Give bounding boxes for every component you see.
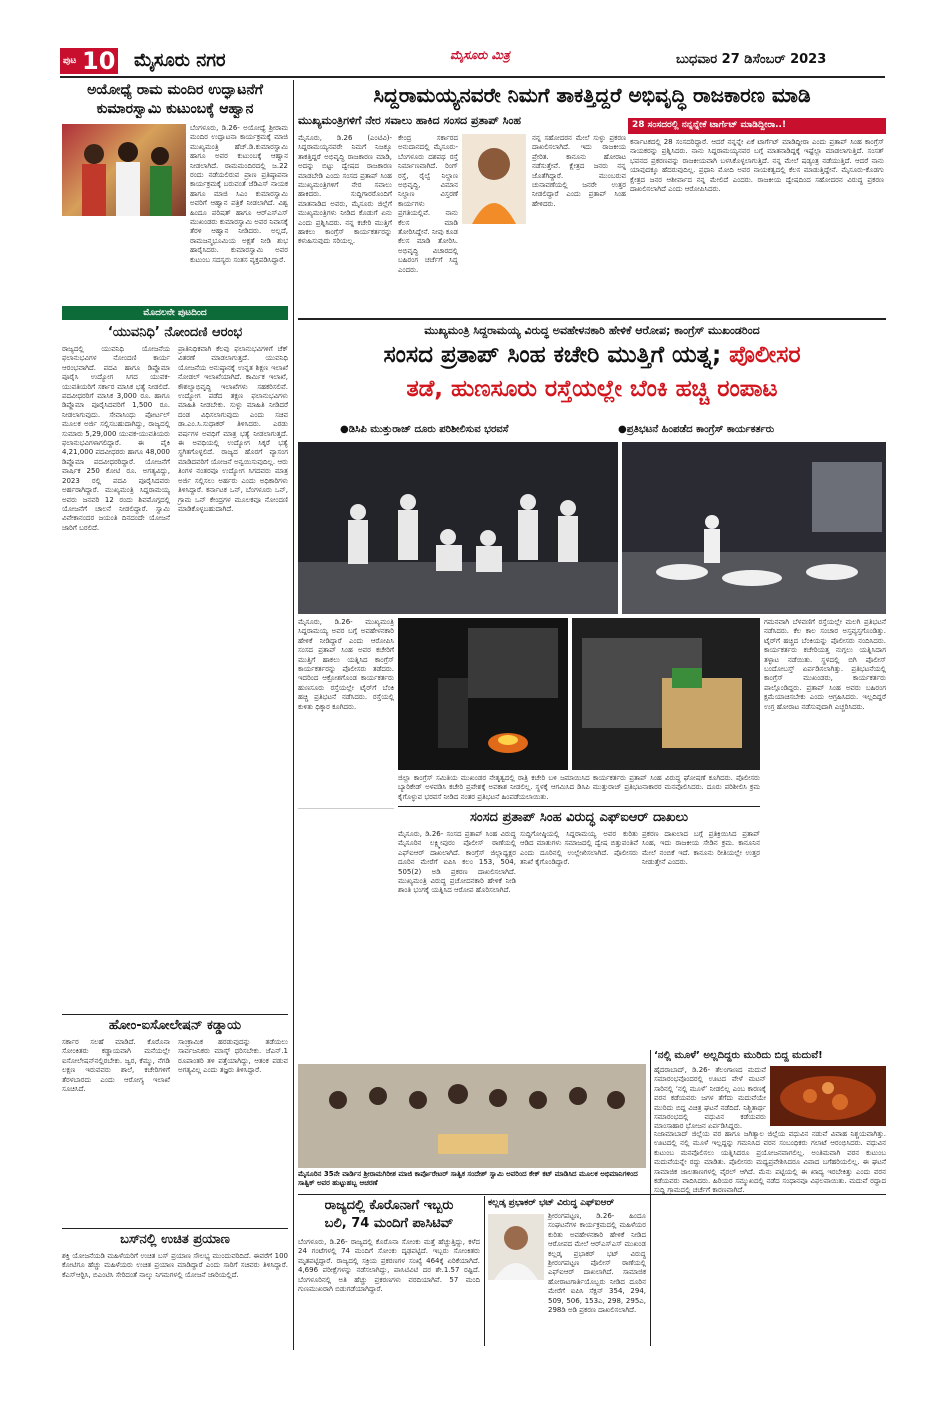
meat-body-1: ಹೈದರಾಬಾದ್, ಡಿ.26- ತೆಲಂಗಾಣದ ಮದುವೆ ಸಮಾರಂಭವೊಂದರಲ್ಲಿ ಊಟದ ವೇಳೆ ಮಟನ್ ಸಾರಿನಲ್ಲಿ ‘ನಲ್ಲಿ ಮೂಳೆ’ ನೀಡಲಿಲ್ಲ ಎಂಬ ಕಾರಣಕ್ಕೆ ವರನ ಕಡೆಯವರು ಜಗಳ ತೆಗೆದು ಮದುವೆಯೇ ಮುರಿದು ಬಿದ್ದ ವಿಚಿತ್ರ ಘಟನೆ ನಡೆದಿದೆ. ನಿಶ್ಚಿತಾರ್ಥ ಸಮಾರಂಭದಲ್ಲಿ ವಧುವಿನ ಕಡೆಯವರು ಮಾಂಸಾಹಾರ ಭೋಜನ ಏರ್ಪಡಿಸಿದ್ದರು.	[654, 1066, 766, 1131]
meat-body-2: ನಿಜಾಮಾಬಾದ್ ಜಿಲ್ಲೆಯ ವರ ಹಾಗೂ ಜಗಿತ್ಯಾಲ ಜಿಲ್ಲೆಯ ವಧುವಿನ ನಡುವೆ ವಿವಾಹ ನಿಶ್ಚಯವಾಗಿತ್ತು. ಊಟದಲ್ಲಿ ನಲ್ಲಿ ಮೂಳೆ ಇಲ್ಲದ್ದನ್ನು ಗಮನಿಸಿದ ವರನ ಸಂಬಂಧಿಕರು ಗಲಾಟೆ ಆರಂಭಿಸಿದರು. ವಧುವಿನ ಕುಟುಂಬ ಮನವೊಲಿಸಲು ಯತ್ನಿಸಿದರೂ ಪ್ರಯೋಜನವಾಗಲಿಲ್ಲ. ಅಂತಿಮವಾಗಿ ವರನ ಕುಟುಂಬ ಮದುವೆಯನ್ನೇ ರದ್ದು ಮಾಡಿತು. ಪೊಲೀಸರು ಮಧ್ಯಪ್ರವೇಶಿಸಿದರೂ ವಿವಾದ ಬಗೆಹರಿಯಲಿಲ್ಲ. ಈ ಘಟನೆ ಸಾಮಾಜಿಕ ಜಾಲತಾಣಗಳಲ್ಲಿ ವೈರಲ್ ಆಗಿದೆ. ಮೆನು ಪಟ್ಟಿಯಲ್ಲಿ ಈ ಖಾದ್ಯ ಇರಬೇಕಿತ್ತು ಎಂದು ವರನ ಕಡೆಯವರು ವಾದಿಸಿದರು. ಹಿರಿಯರ ಸಮ್ಮುಖದಲ್ಲಿ ನಡೆದ ಸಂಧಾನವೂ ವಿಫಲವಾಯಿತು. ಮದುವೆ ರದ್ದಾದ ಸುದ್ದಿ ಗ್ರಾಮದಲ್ಲಿ ಚರ್ಚೆಗೆ ಕಾರಣವಾಗಿದೆ.	[654, 1130, 886, 1195]
lead-headline: ಸಿದ್ದರಾಮಯ್ಯನವರೇ ನಿಮಗೆ ತಾಕತ್ತಿದ್ದರೆ ಅಭಿವೃದ್ಧಿ ರಾಜಕಾರಣ ಮಾಡಿ	[373, 83, 811, 107]
home-isolation-body-1: ಸರ್ಕಾರ ಸಲಹೆ ಮಾಡಿದೆ. ಕೊರೊನಾ ಸೋಂಕಿತರು ಕಡ್ಡಾಯವಾಗಿ ಮನೆಯಲ್ಲೇ ಐಸೋಲೇಷನ್‍ನಲ್ಲಿರಬೇಕು. ಜ್ವರ, ಕೆಮ್ಮು, ನೆಗಡಿ ಲಕ್ಷಣ ಇರುವವರು ಶಾಲೆ, ಕಚೇರಿಗಳಿಗೆ ತೆರಳಬಾರದು ಎಂದು ಆರೋಗ್ಯ ಇಲಾಖೆ ಸೂಚಿಸಿದೆ.	[62, 1038, 170, 1094]
paper-name: ಮೈಸೂರು ಮಿತ್ರ	[450, 48, 510, 62]
yuvanidhi-body-2: ಪ್ರಾತಿನಿಧಿಕವಾಗಿ ಕೆಲವು ಫಲಾನುಭವಿಗಳಿಗೆ ಚೆಕ್ ವಿತರಣೆ ಮಾಡಲಾಗುತ್ತದೆ. ಯುವನಿಧಿ ಯೋಜನೆಯ ಅನುಷ್ಠಾನಕ್ಕೆ ಉನ್ನತ ಶಿಕ್ಷಣ ಇಲಾಖೆ ನೋಡಲ್ ಇಲಾಖೆಯಾಗಿದೆ. ಕಾರ್ಮಿಕ ಇಲಾಖೆ, ಕೌಶಲ್ಯಾಭಿವೃದ್ಧಿ ಇಲಾಖೆಗಳು ಸಹಕರಿಸಲಿವೆ. ಉದ್ಯೋಗ ಪಡೆದ ತಕ್ಷಣ ಫಲಾನುಭವಿಗಳು ಮಾಹಿತಿ ನೀಡಬೇಕು. ಸುಳ್ಳು ಮಾಹಿತಿ ನೀಡಿದರೆ ದಂಡ ವಿಧಿಸಲಾಗುವುದು ಎಂದು ಸಚಿವ ಡಾ.ಎಂ.ಸಿ.ಸುಧಾಕರ್ ತಿಳಿಸಿದರು. ಎರಡು ವರ್ಷಗಳ ಅವಧಿಗೆ ಮಾತ್ರ ಭತ್ಯೆ ನೀಡಲಾಗುತ್ತದೆ. ಈ ಅವಧಿಯಲ್ಲಿ ಉದ್ಯೋಗ ಸಿಕ್ಕರೆ ಭತ್ಯೆ ಸ್ಥಗಿತಗೊಳ್ಳಲಿದೆ. ರಾಜ್ಯದ ಹೊರಗೆ ವ್ಯಾಸಂಗ ಮಾಡಿದವರಿಗೆ ಯೋಜನೆ ಅನ್ವಯಿಸುವುದಿಲ್ಲ. ಆರು ತಿಂಗಳ ನಂತರವೂ ಉದ್ಯೋಗ ಸಿಗದವರು ಮಾತ್ರ ಅರ್ಜಿ ಸಲ್ಲಿಸಲು ಅರ್ಹರು ಎಂದು ಅಧಿಕಾರಿಗಳು ತಿಳಿಸಿದ್ದಾರೆ. ಕರ್ನಾಟಕ ಒನ್, ಬೆಂಗಳೂರು ಒನ್, ಗ್ರಾಮ ಒನ್ ಕೇಂದ್ರಗಳ ಮೂಲಕವೂ ನೋಂದಣಿ ಮಾಡಿಕೊಳ್ಳಬಹುದಾಗಿದೆ.	[178, 345, 288, 513]
protest-headline-1b: ಪೊಲೀಸರ	[729, 342, 801, 368]
protest-headline-2: ತಡೆ, ಹುಣಸೂರು ರಸ್ತೆಯಲ್ಲೇ ಬೆಂಕಿ ಹಚ್ಚಿ ರಂಪಾಟ	[406, 376, 778, 402]
covid-body: ಬೆಂಗಳೂರು, ಡಿ.26- ರಾಜ್ಯದಲ್ಲಿ ಕೊರೊನಾ ಸೋಂಕು ಮತ್ತೆ ಹೆಚ್ಚುತ್ತಿದ್ದು, ಕಳೆದ 24 ಗಂಟೆಗಳಲ್ಲಿ 74 ಮಂದಿಗೆ ಸೋಂಕು ದೃಢಪಟ್ಟಿದೆ. ಇಬ್ಬರು ಸೋಂಕಿತರು ಮೃತಪಟ್ಟಿದ್ದಾರೆ. ರಾಜ್ಯದಲ್ಲಿ ಸಕ್ರಿಯ ಪ್ರಕರಣಗಳ ಸಂಖ್ಯೆ 464ಕ್ಕೆ ಏರಿಕೆಯಾಗಿದೆ. 4,696 ಪರೀಕ್ಷೆಗಳನ್ನು ನಡೆಸಲಾಗಿದ್ದು, ಪಾಸಿಟಿವಿಟಿ ದರ ಶೇ.1.57 ರಷ್ಟಿದೆ. ಬೆಂಗಳೂರಿನಲ್ಲಿ ಅತಿ ಹೆಚ್ಚು ಪ್ರಕರಣಗಳು ವರದಿಯಾಗಿವೆ. 57 ಮಂದಿ ಗುಣಮುಖರಾಗಿ ಬಿಡುಗಡೆಯಾಗಿದ್ದಾರೆ.	[298, 1238, 480, 1294]
divider	[298, 318, 886, 320]
protest-body-right: ಗಮನವಾಗಿ ಬೆಳವಣಿಗೆ ರಸ್ತೆಯಲ್ಲೇ ಮಲಗಿ ಪ್ರತಿಭಟನೆ ನಡೆಸಿದರು. ಕೆಲ ಕಾಲ ಸಂಚಾರ ಅಸ್ತವ್ಯಸ್ತಗೊಂಡಿತ್ತು. ಟೈರ್‌ಗೆ ಹಚ್ಚಿದ ಬೆಂಕಿಯನ್ನು ಪೊಲೀಸರು ನಂದಿಸಿದರು. ಕಾರ್ಯಕರ್ತರು ಕಚೇರಿಯತ್ತ ನುಗ್ಗಲು ಯತ್ನಿಸಿದಾಗ ತಳ್ಳಾಟ ನಡೆಯಿತು. ಸ್ಥಳದಲ್ಲಿ ಬಿಗಿ ಪೊಲೀಸ್ ಬಂದೋಬಸ್ತ್ ಏರ್ಪಡಿಸಲಾಗಿತ್ತು. ಪ್ರತಿಭಟನೆಯಲ್ಲಿ ಕಾಂಗ್ರೆಸ್ ಮುಖಂಡರು, ಕಾರ್ಯಕರ್ತರು ಪಾಲ್ಗೊಂಡಿದ್ದರು. ಪ್ರತಾಪ್ ಸಿಂಹ ಅವರು ಬಹಿರಂಗ ಕ್ಷಮೆಯಾಚಿಸಬೇಕು ಎಂದು ಆಗ್ರಹಿಸಿದರು. ಇಲ್ಲದಿದ್ದರೆ ಉಗ್ರ ಹೋರಾಟ ನಡೆಸುವುದಾಗಿ ಎಚ್ಚರಿಸಿದರು.	[764, 618, 886, 711]
section-title: ಮೈಸೂರು ನಗರ	[134, 50, 226, 71]
divider	[398, 806, 760, 807]
protest-body-left-cont	[298, 808, 394, 1047]
protest-body-mid: ಜಿಲ್ಲಾ ಕಾಂಗ್ರೆಸ್ ಸಮಿತಿಯ ಮುಖಂಡರ ನೇತೃತ್ವದಲ್ಲಿ ರಾತ್ರಿ ಕಚೇರಿ ಬಳಿ ಜಮಾಯಿಸಿದ ಕಾರ್ಯಕರ್ತರು ಪ್ರತಾಪ್ ಸಿಂಹ ವಿರುದ್ಧ ಘೋಷಣೆ ಕೂಗಿದರು. ಪೊಲೀಸರು ಬ್ಯಾರಿಕೇಡ್ ಅಳವಡಿಸಿ ಕಚೇರಿ ಪ್ರವೇಶಕ್ಕೆ ಅವಕಾಶ ನೀಡಲಿಲ್ಲ. ಸ್ಥಳಕ್ಕೆ ಆಗಮಿಸಿದ ಡಿಸಿಪಿ ಮುತ್ತುರಾಜ್ ಪ್ರತಿಭಟನಾಕಾರರ ಮನವೊಲಿಸಿದರು. ದೂರು ಪರಿಶೀಲಿಸಿ ಕ್ರಮ ಕೈಗೊಳ್ಳುವ ಭರವಸೆ ನೀಡಿದ ನಂತರ ಪ್ರತಿಭಟನೆ ಹಿಂಪಡೆಯಲಾಯಿತು.	[398, 774, 760, 801]
car-boot-icon	[572, 618, 760, 770]
bhat-body: ಶ್ರೀರಂಗಪಟ್ಟಣ, ಡಿ.26- ಹಿಂದೂ ಸಂಘಟನೆಗಳ ಕಾರ್ಯಕ್ರಮದಲ್ಲಿ ಮಹಿಳೆಯರ ಕುರಿತು ಅವಹೇಳನಕಾರಿ ಹೇಳಿಕೆ ನೀಡಿದ ಆರೋಪದ ಮೇಲೆ ಆರ್‍ಎಸ್‍ಎಸ್ ಮುಖಂಡ ಕಲ್ಲಡ್ಕ ಪ್ರಭಾಕರ್ ಭಟ್ ವಿರುದ್ಧ ಶ್ರೀರಂಗಪಟ್ಟಣ ಪೊಲೀಸ್ ಠಾಣೆಯಲ್ಲಿ ಎಫ್‍ಐಆರ್ ದಾಖಲಾಗಿದೆ. ಸಾಮಾಜಿಕ ಹೋರಾಟಗಾರ್ತಿಯೊಬ್ಬರು ನೀಡಿದ ದೂರಿನ ಮೇರೆಗೆ ಐಪಿಸಿ ಸೆಕ್ಷನ್ 354, 294, 509, 506, 153ಎ, 298, 295ಎ, 298ಡಿ ಅಡಿ ಪ್ರಕರಣ ದಾಖಲಿಸಲಾಗಿದೆ.	[548, 1212, 646, 1315]
rama-mandira-photo	[62, 124, 186, 216]
column-rule	[484, 1196, 485, 1346]
bus-body: ಶಕ್ತಿ ಯೋಜನೆಯಡಿ ಮಹಿಳೆಯರಿಗೆ ಉಚಿತ ಬಸ್ ಪ್ರಯಾಣ ಸೌಲಭ್ಯ ಮುಂದುವರಿದಿದೆ. ಈವರೆಗೆ 100 ಕೋಟಿಗೂ ಹೆಚ್ಚು ಮಹಿಳೆಯರು ಉಚಿತ ಪ್ರಯಾಣ ಮಾಡಿದ್ದಾರೆ ಎಂದು ಸಾರಿಗೆ ಸಚಿವರು ತಿಳಿಸಿದ್ದಾರೆ. ಕೆಎಸ್‍ಆರ್‍ಟಿಸಿ, ಬಿಎಂಟಿಸಿ ಸೇರಿದಂತೆ ನಾಲ್ಕು ನಿಗಮಗಳಲ್ಲಿ ಯೋಜನೆ ಜಾರಿಯಲ್ಲಿದೆ.	[62, 1252, 288, 1279]
target-box-headline: 28 ಸಂಸದರಲ್ಲಿ ನನ್ನನ್ನೇಕೆ ಟಾರ್ಗೆಟ್ ಮಾಡಿದ್ದೀರಾ..!	[632, 120, 787, 130]
person-portrait-icon	[462, 134, 526, 224]
lead-body-3: ನನ್ನ ಸಹೋದರನ ಮೇಲೆ ಸುಳ್ಳು ಪ್ರಕರಣ ದಾಖಲಿಸಲಾಗಿದೆ. ಇದು ರಾಜಕೀಯ ಪ್ರೇರಿತ. ಕಾನೂನು ಹೋರಾಟ ನಡೆಸುತ್ತೇವೆ. ಕ್ಷೇತ್ರದ ಜನರು ನನ್ನ ಜೊತೆಗಿದ್ದಾರೆ. ಮುಂಬರುವ ಚುನಾವಣೆಯಲ್ಲಿ ಜನರೇ ಉತ್ತರ ನೀಡಲಿದ್ದಾರೆ ಎಂದು ಪ್ರತಾಪ್ ಸಿಂಹ ಹೇಳಿದರು.	[532, 134, 626, 208]
target-box-header	[628, 118, 886, 134]
home-isolation-headline: ಹೋಂ-ಐಸೋಲೇಷನ್ ಕಡ್ಡಾಯ	[108, 1018, 242, 1033]
fir-body-1: ಮೈಸೂರು, ಡಿ.26- ಸಂಸದ ಪ್ರತಾಪ್ ಸಿಂಹ ವಿರುದ್ಧ ಮೈಸೂರಿನ ಲಕ್ಷ್ಮೀಪುರಂ ಪೊಲೀಸ್ ಠಾಣೆಯಲ್ಲಿ ಎಫ್‍ಐಆರ್ ದಾಖಲಾಗಿದೆ. ಕಾಂಗ್ರೆಸ್ ಜಿಲ್ಲಾಧ್ಯಕ್ಷರ ದೂರಿನ ಮೇರೆಗೆ ಐಪಿಸಿ ಕಲಂ 153, 504, 505(2) ಅಡಿ ಪ್ರಕರಣ ದಾಖಲಿಸಲಾಗಿದೆ. ಮುಖ್ಯಮಂತ್ರಿ ವಿರುದ್ಧ ಪ್ರಚೋದನಕಾರಿ ಹೇಳಿಕೆ ನೀಡಿ ಶಾಂತಿ ಭಂಗಕ್ಕೆ ಯತ್ನಿಸಿದ ಆರೋಪ ಹೊರಿಸಲಾಗಿದೆ.	[398, 830, 516, 895]
page-number: 10	[82, 47, 116, 75]
page-label: ಪುಟ	[63, 56, 77, 66]
left-top-headline-2: ಕುಮಾರಸ್ವಾಮಿ ಕುಟುಂಬಕ್ಕೆ ಆಹ್ವಾನ	[96, 101, 254, 117]
issue-date: ಬುಧವಾರ 27 ಡಿಸೆಂಬರ್ 2023	[676, 52, 827, 67]
crowd-protest-icon	[298, 442, 618, 614]
protest-photo-1	[298, 442, 618, 614]
yuvanidhi-headline: ‘ಯುವನಿಧಿ’ ನೋಂದಣಿ ಆರಂಭ	[107, 325, 243, 340]
lead-body-2: ಕೇಂದ್ರ ಸರ್ಕಾರದ ಅನುದಾನದಲ್ಲಿ ಮೈಸೂರು-ಬೆಂಗಳೂರು ದಶಪಥ ರಸ್ತೆ ನಿರ್ಮಾಣವಾಗಿದೆ. ರಿಂಗ್ ರಸ್ತೆ, ರೈಲ್ವೆ ನಿಲ್ದಾಣ ಅಭಿವೃದ್ಧಿ, ವಿಮಾನ ನಿಲ್ದಾಣ ವಿಸ್ತರಣೆ ಕಾರ್ಯಗಳು ಪ್ರಗತಿಯಲ್ಲಿವೆ. ನಾನು ಕೆಲಸ ಮಾಡಿ ತೋರಿಸಿದ್ದೇನೆ. ನೀವು ಕೂಡ ಕೆಲಸ ಮಾಡಿ ತೋರಿಸಿ. ಅಭಿವೃದ್ಧಿ ವಿಚಾರದಲ್ಲಿ ಬಹಿರಂಗ ಚರ್ಚೆಗೆ ಸಿದ್ಧ ಎಂದರು.	[398, 134, 458, 274]
target-box-body: ಕರ್ನಾಟಕದಲ್ಲಿ 28 ಸಂಸದರಿದ್ದಾರೆ. ಆದರೆ ನನ್ನನ್ನೇ ಏಕೆ ಟಾರ್ಗೆಟ್ ಮಾಡಿದ್ದೀರಾ ಎಂದು ಪ್ರತಾಪ್ ಸಿಂಹ ಕಾಂಗ್ರೆಸ್ ನಾಯಕರನ್ನು ಪ್ರಶ್ನಿಸಿದರು. ನಾನು ಸಿದ್ದರಾಮಯ್ಯನವರ ಬಗ್ಗೆ ಮಾತನಾಡಿದ್ದಕ್ಕೆ ಇಷ್ಟೆಲ್ಲಾ ಮಾಡಲಾಗುತ್ತಿದೆ. ಸಂಸತ್ ಭವನದ ಪ್ರಕರಣವನ್ನು ರಾಜಕೀಯವಾಗಿ ಬಳಸಿಕೊಳ್ಳಲಾಗುತ್ತಿದೆ. ನನ್ನ ಮೇಲೆ ಷಡ್ಯಂತ್ರ ನಡೆಯುತ್ತಿದೆ. ಆದರೆ ನಾನು ಯಾವುದಕ್ಕೂ ಹೆದರುವುದಿಲ್ಲ. ಪ್ರಧಾನಿ ಮೋದಿ ಅವರ ನಾಯಕತ್ವದಲ್ಲಿ ಕೆಲಸ ಮಾಡುತ್ತಿದ್ದೇನೆ. ಮೈಸೂರು-ಕೊಡಗು ಕ್ಷೇತ್ರದ ಜನರ ಆಶೀರ್ವಾದ ನನ್ನ ಮೇಲಿದೆ ಎಂದರು. ರಾಜಕೀಯ ದ್ವೇಷದಿಂದ ಸಹೋದರನ ವಿರುದ್ಧ ಪ್ರಕರಣ ದಾಖಲಿಸಲಾಗಿದೆ ಎಂದು ಆರೋಪಿಸಿದರು.	[630, 138, 884, 194]
celebration-photo	[298, 1064, 646, 1168]
bhat-headline: ಕಲ್ಲಡ್ಕ ಪ್ರಭಾಕರ್ ಭಟ್ ವಿರುದ್ಧ ಎಫ್‍ಐಆರ್	[488, 1198, 615, 1208]
left-top-body: ಬೆಂಗಳೂರು, ಡಿ.26- ಅಯೋಧ್ಯೆ ಶ್ರೀರಾಮ ಮಂದಿರ ಉದ್ಘಾಟನಾ ಕಾರ್ಯಕ್ರಮಕ್ಕೆ ಮಾಜಿ ಮುಖ್ಯಮಂತ್ರಿ ಹೆಚ್.ಡಿ.ಕುಮಾರಸ್ವಾಮಿ ಹಾಗೂ ಅವರ ಕುಟುಂಬಕ್ಕೆ ಆಹ್ವಾನ ನೀಡಲಾಗಿದೆ. ರಾಮಮಂದಿರದಲ್ಲಿ ಜ.22 ರಂದು ನಡೆಯಲಿರುವ ಪ್ರಾಣ ಪ್ರತಿಷ್ಠಾಪನಾ ಕಾರ್ಯಕ್ರಮಕ್ಕೆ ಬರುವಂತೆ ಜೆಡಿಎಸ್ ನಾಯಕ ಹಾಗೂ ಮಾಜಿ ಸಿಎಂ ಕುಮಾರಸ್ವಾಮಿ ಅವರಿಗೆ ಆಹ್ವಾನ ಪತ್ರಿಕೆ ನೀಡಲಾಗಿದೆ. ವಿಶ್ವ ಹಿಂದೂ ಪರಿಷತ್ ಹಾಗೂ ಆರ್‍ಎಸ್‍ಎಸ್ ಮುಖಂಡರು ಕುಮಾರಸ್ವಾಮಿ ಅವರ ನಿವಾಸಕ್ಕೆ ತೆರಳಿ ಆಹ್ವಾನ ನೀಡಿದರು. ಅಲ್ಲದೆ, ರಾಮಜನ್ಮಭೂಮಿಯ ಅಕ್ಷತೆ ನೀಡಿ ಶುಭ ಹಾರೈಸಿದರು. ಕುಮಾರಸ್ವಾಮಿ ಅವರ ಕುಟುಂಬ ಸದಸ್ಯರು ಸಂತಸ ವ್ಯಕ್ತಪಡಿಸಿದ್ದಾರೆ.	[190, 124, 288, 264]
bhat-photo	[488, 1214, 544, 1280]
protest-headline-1a: ಸಂಸದ ಪ್ರತಾಪ್ ಸಿಂಹ ಕಚೇರಿ ಮುತ್ತಿಗೆ ಯತ್ನ;	[383, 342, 730, 368]
celebration-caption: ಮೈಸೂರಿನ 35ನೇ ವಾರ್ಡಿನ ಶ್ರೀರಾಮಗಿರೀಶ ಮಾಜಿ ಕಾರ್ಪೊರೇಟರ್ ಸಾತ್ವಿಕ ಸಂದೇಶ್ ಸ್ವಾಮಿ ಅವರಿಂದ ಕೇಕ್ ಕಟ್ ಮಾಡಿಸಿದ ಮೂಲಕ ಅಭಿಮಾನಿಗಳಿಂದ ಸಾತ್ವಿಕ್ ಅವರ ಹುಟ್ಟುಹಬ್ಬ ಆಚರಣೆ	[298, 1170, 638, 1187]
left-top-headline-1: ಅಯೋಧ್ಯೆ ರಾಮ ಮಂದಿರ ಉದ್ಘಾಟನೆಗೆ	[87, 82, 263, 98]
divider	[62, 1228, 288, 1229]
people-silhouette-icon	[62, 124, 186, 216]
covid-headline-1: ರಾಜ್ಯದಲ್ಲಿ ಕೊರೊನಾಗೆ ಇಬ್ಬರು	[324, 1198, 454, 1213]
protest-body-left: ಮೈಸೂರು, ಡಿ.26- ಮುಖ್ಯಮಂತ್ರಿ ಸಿದ್ದರಾಮಯ್ಯ ಅವರ ಬಗ್ಗೆ ಅವಹೇಳನಕಾರಿ ಹೇಳಿಕೆ ನೀಡಿದ್ದಾರೆ ಎಂದು ಆರೋಪಿಸಿ ಸಂಸದ ಪ್ರತಾಪ್ ಸಿಂಹ ಅವರ ಕಚೇರಿಗೆ ಮುತ್ತಿಗೆ ಹಾಕಲು ಯತ್ನಿಸಿದ ಕಾಂಗ್ರೆಸ್ ಕಾರ್ಯಕರ್ತರನ್ನು ಪೊಲೀಸರು ತಡೆದರು. ಇದರಿಂದ ಆಕ್ರೋಶಗೊಂಡ ಕಾರ್ಯಕರ್ತರು ಹುಣಸೂರು ರಸ್ತೆಯಲ್ಲೇ ಟೈರ್‌ಗೆ ಬೆಂಕಿ ಹಚ್ಚಿ ಪ್ರತಿಭಟನೆ ನಡೆಸಿದರು. ರಸ್ತೆಯಲ್ಲಿ ಕುಳಿತು ಧಿಕ್ಕಾರ ಕೂಗಿದರು.	[298, 618, 394, 711]
lead-subhead: ಮುಖ್ಯಮಂತ್ರಿಗಳಿಗೆ ನೇರ ಸವಾಲು ಹಾಕಿದ ಸಂಸದ ಪ್ರತಾಪ್ ಸಿಂಹ	[298, 114, 522, 127]
column-rule	[293, 80, 294, 1350]
protest-photo-4	[572, 618, 760, 770]
meat-headline: ‘ನಲ್ಲಿ ಮೂಳೆ’ ಅಲ್ಲದಿದ್ದರು ಮುರಿದು ಬಿದ್ದ ಮದುವೆ!	[654, 1050, 823, 1061]
pratap-simha-photo	[462, 134, 526, 224]
group-photo-icon	[298, 1064, 646, 1168]
road-protest-icon	[622, 442, 886, 614]
protest-bullet-2: ●ಪ್ರತಿಭಟನೆ ಹಿಂಪಡೆದ ಕಾಂಗ್ರೆಸ್ ಕಾರ್ಯಕರ್ತರು	[618, 424, 775, 435]
page-number-box	[60, 48, 118, 74]
protest-photo-3	[398, 618, 568, 770]
person-portrait-icon	[488, 1214, 544, 1280]
column-rule	[650, 1050, 651, 1346]
protest-kicker: ಮುಖ್ಯಮಂತ್ರಿ ಸಿದ್ದರಾಮಯ್ಯ ವಿರುದ್ಧ ಅವಹೇಳನಕಾರಿ ಹೇಳಿಕೆ ಆರೋಪ; ಕಾಂಗ್ರೆಸ್ ಮುಖಂಡರಿಂದ	[424, 324, 760, 337]
masthead-rule	[60, 76, 885, 78]
fir-headline: ಸಂಸದ ಪ್ರತಾಪ್ ಸಿಂಹ ವಿರುದ್ಧ ಎಫ್‍ಐಆರ್ ದಾಖಲು	[469, 810, 689, 825]
protest-bullet-1: ●ಡಿಸಿಪಿ ಮುತ್ತುರಾಜ್ ದೂರು ಪರಿಶೀಲಿಸುವ ಭರವಸೆ	[340, 424, 509, 435]
masthead	[0, 44, 945, 76]
bus-headline: ಬಸ್‍ನಲ್ಲಿ ಉಚಿತ ಪ್ರಯಾಣ	[120, 1232, 230, 1247]
protest-photo-2	[622, 442, 886, 614]
continued-banner: ಮೊದಲನೇ ಪುಟದಿಂದ	[62, 306, 288, 320]
protest-headline-1	[298, 340, 886, 370]
burning-tyre-icon	[398, 618, 568, 770]
home-isolation-body-2: ಸಾಂಕ್ರಾಮಿಕ ಹರಡುವುದನ್ನು ತಡೆಯಲು ಸಾರ್ವಜನಿಕರು ಮಾಸ್ಕ್ ಧರಿಸಬೇಕು. ಜೆಎನ್.1 ರೂಪಾಂತರಿ ತಳಿ ಪತ್ತೆಯಾಗಿದ್ದು, ಆತಂಕ ಪಡುವ ಅಗತ್ಯವಿಲ್ಲ ಎಂದು ತಜ್ಞರು ತಿಳಿಸಿದ್ದಾರೆ.	[178, 1038, 288, 1075]
fir-body-2: ಸುದ್ದಿಗೋಷ್ಠಿಯಲ್ಲಿ ಸಿದ್ದರಾಮಯ್ಯ ಅವರ ಕುರಿತು ಆಡಿದ ಮಾತುಗಳು ಸಮಾಜದಲ್ಲಿ ದ್ವೇಷ ಬಿತ್ತುವಂತಿವೆ ಎಂದು ದೂರಿನಲ್ಲಿ ಉಲ್ಲೇಖಿಸಲಾಗಿದೆ. ಪೊಲೀಸರು ತನಿಖೆ ಕೈಗೊಂಡಿದ್ದಾರೆ.	[520, 830, 638, 867]
lead-body-1: ಮೈಸೂರು, ಡಿ.26 (ಎಂಟಿವಿ)- ಸಿದ್ದರಾಮಯ್ಯನವರೇ ನಿಮಗೆ ನಿಜಕ್ಕೂ ತಾಕತ್ತಿದ್ದರೆ ಅಭಿವೃದ್ಧಿ ರಾಜಕಾರಣ ಮಾಡಿ, ಅದನ್ನು ಬಿಟ್ಟು ದ್ವೇಷದ ರಾಜಕಾರಣ ಮಾಡಬೇಡಿ ಎಂದು ಸಂಸದ ಪ್ರತಾಪ್ ಸಿಂಹ ಮುಖ್ಯಮಂತ್ರಿಗಳಿಗೆ ನೇರ ಸವಾಲು ಹಾಕಿದರು. ಸುದ್ದಿಗಾರರೊಂದಿಗೆ ಮಾತನಾಡಿದ ಅವರು, ಮೈಸೂರು ಜಿಲ್ಲೆಗೆ ಮುಖ್ಯಮಂತ್ರಿಗಳು ನೀಡಿದ ಕೊಡುಗೆ ಏನು ಎಂದು ಪ್ರಶ್ನಿಸಿದರು. ನನ್ನ ಕಚೇರಿ ಮುತ್ತಿಗೆ ಹಾಕಲು ಕಾಂಗ್ರೆಸ್ ಕಾರ್ಯಕರ್ತರನ್ನು ಕಳುಹಿಸುವುದು ಸರಿಯಲ್ಲ.	[298, 134, 392, 246]
mutton-curry-photo	[770, 1066, 886, 1126]
food-icon	[770, 1066, 886, 1126]
fir-body-3: ಪ್ರಕರಣ ದಾಖಲಾದ ಬಗ್ಗೆ ಪ್ರತಿಕ್ರಿಯಿಸಿದ ಪ್ರತಾಪ್ ಸಿಂಹ, ಇದು ರಾಜಕೀಯ ಸೇಡಿನ ಕ್ರಮ. ಕಾನೂನಿನ ಮೇಲೆ ನಂಬಿಕೆ ಇದೆ. ಕಾನೂನು ರೀತಿಯಲ್ಲೇ ಉತ್ತರ ನೀಡುತ್ತೇನೆ ಎಂದರು.	[642, 830, 760, 867]
covid-headline-2: ಬಲಿ, 74 ಮಂದಿಗೆ ಪಾಸಿಟಿವ್	[324, 1216, 454, 1231]
yuvanidhi-body-1: ರಾಜ್ಯದಲ್ಲಿ ಯುವನಿಧಿ ಯೋಜನೆಯ ಫಲಾನುಭವಿಗಳ ನೋಂದಣಿ ಕಾರ್ಯ ಆರಂಭವಾಗಿದೆ. ಪದವಿ ಹಾಗೂ ಡಿಪ್ಲೊಮಾ ಪೂರೈಸಿ ಉದ್ಯೋಗ ಸಿಗದ ಯುವಕ-ಯುವತಿಯರಿಗೆ ಸರ್ಕಾರ ಮಾಸಿಕ ಭತ್ಯೆ ನೀಡಲಿದೆ. ಪದವೀಧರರಿಗೆ ಮಾಸಿಕ 3,000 ರೂ. ಹಾಗೂ ಡಿಪ್ಲೊಮಾ ಪೂರೈಸಿದವರಿಗೆ 1,500 ರೂ. ನೀಡಲಾಗುವುದು. ಸೇವಾಸಿಂಧು ಪೋರ್ಟಲ್ ಮೂಲಕ ಅರ್ಜಿ ಸಲ್ಲಿಸಬಹುದಾಗಿದ್ದು, ರಾಜ್ಯದಲ್ಲಿ ಸುಮಾರು 5,29,000 ಯುವಕ-ಯುವತಿಯರು ಫಲಾನುಭವಿಗಳಾಗಲಿದ್ದಾರೆ. ಈ ಪೈಕಿ 4,21,000 ಪದವೀಧರರು ಹಾಗೂ 48,000 ಡಿಪ್ಲೊಮಾ ಪದವೀಧರರಿದ್ದಾರೆ. ಯೋಜನೆಗೆ ವಾರ್ಷಿಕ 250 ಕೋಟಿ ರೂ. ಅಗತ್ಯವಿದ್ದು, 2023 ರಲ್ಲಿ ಪದವಿ ಪೂರೈಸಿದವರು ಅರ್ಹರಾಗಿದ್ದಾರೆ. ಮುಖ್ಯಮಂತ್ರಿ ಸಿದ್ದರಾಮಯ್ಯ ಅವರು ಜನವರಿ 12 ರಂದು ಶಿವಮೊಗ್ಗದಲ್ಲಿ ಯೋಜನೆಗೆ ಚಾಲನೆ ನೀಡಲಿದ್ದಾರೆ. ಸ್ವಾಮಿ ವಿವೇಕಾನಂದರ ಜಯಂತಿ ದಿನದಂದೇ ಯೋಜನೆ ಜಾರಿಗೆ ಬರಲಿದೆ.	[62, 345, 170, 532]
divider	[62, 1014, 288, 1015]
